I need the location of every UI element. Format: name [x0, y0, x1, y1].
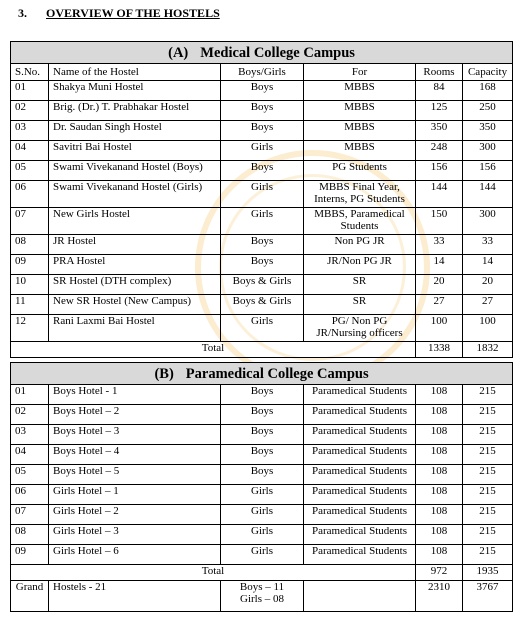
cell-capacity: 350: [463, 121, 513, 141]
cell-hostel-name: Swami Vivekanand Hostel (Girls): [49, 181, 221, 208]
cell-hostel-name: Boys Hotel – 4: [49, 445, 221, 465]
grand-boys: Boys – 11: [239, 581, 285, 593]
table-row: [11, 141, 513, 161]
paramedical-campus-header: [11, 363, 513, 385]
cell-hostel-name: Girls Hotel – 6: [49, 545, 221, 565]
cell-sno: 08: [11, 235, 49, 255]
paramedical-total-row: [11, 565, 513, 581]
cell-hostel-name: Savitri Bai Hostel: [49, 141, 221, 161]
cell-gender: Boys: [221, 425, 304, 445]
grand-label: Grand: [11, 581, 49, 612]
cell-rooms: 350: [416, 121, 463, 141]
cell-gender: Girls: [221, 525, 304, 545]
cell-gender: Boys: [221, 101, 304, 121]
table-row: [11, 161, 513, 181]
medical-total-row: [11, 342, 513, 358]
cell-rooms: 150: [416, 208, 463, 235]
cell-for: Paramedical Students: [304, 505, 416, 525]
cell-hostel-name: Swami Vivekanand Hostel (Boys): [49, 161, 221, 181]
cell-hostel-name: New SR Hostel (New Campus): [49, 295, 221, 315]
cell-gender: Girls: [221, 208, 304, 235]
cell-gender: Boys: [221, 385, 304, 405]
cell-for: MBBS: [304, 121, 416, 141]
cell-gender: Girls: [221, 141, 304, 161]
paramedical-campus-title: Paramedical College Campus: [185, 365, 369, 382]
cell-for: JR/Non PG JR: [304, 255, 416, 275]
cell-for: MBBS Final Year, Interns, PG Students: [304, 181, 416, 208]
table-row: [11, 181, 513, 208]
cell-sno: 07: [11, 505, 49, 525]
cell-hostel-name: Boys Hotel – 3: [49, 425, 221, 445]
section-heading: [18, 6, 220, 21]
cell-gender: Boys: [221, 405, 304, 425]
cell-sno: 01: [11, 385, 49, 405]
cell-rooms: 20: [416, 275, 463, 295]
cell-capacity: 215: [463, 485, 513, 505]
cell-for: Paramedical Students: [304, 425, 416, 445]
cell-hostel-name: Dr. Saudan Singh Hostel: [49, 121, 221, 141]
col-for-header: For: [304, 64, 416, 81]
grand-hostels: Hostels - 21: [49, 581, 221, 612]
cell-rooms: 14: [416, 255, 463, 275]
cell-rooms: 108: [416, 385, 463, 405]
medical-campus-letter: (A): [168, 44, 189, 61]
cell-capacity: 144: [463, 181, 513, 208]
cell-gender: Boys: [221, 445, 304, 465]
medical-campus-header: [11, 42, 513, 64]
cell-sno: 07: [11, 208, 49, 235]
cell-gender: Boys: [221, 255, 304, 275]
table-row: [11, 101, 513, 121]
section-title: OVERVIEW OF THE HOSTELS: [46, 6, 220, 20]
cell-sno: 06: [11, 181, 49, 208]
cell-hostel-name: Rani Laxmi Bai Hostel: [49, 315, 221, 342]
cell-gender: Girls: [221, 315, 304, 342]
cell-capacity: 100: [463, 315, 513, 342]
cell-capacity: 250: [463, 101, 513, 121]
cell-hostel-name: SR Hostel (DTH complex): [49, 275, 221, 295]
col-sno-header: S.No.: [11, 64, 49, 81]
cell-gender: Girls: [221, 545, 304, 565]
col-name-header: Name of the Hostel: [49, 64, 221, 81]
cell-sno: 01: [11, 81, 49, 101]
cell-sno: 04: [11, 445, 49, 465]
cell-capacity: 20: [463, 275, 513, 295]
cell-gender: Boys: [221, 161, 304, 181]
cell-hostel-name: Shakya Muni Hostel: [49, 81, 221, 101]
cell-rooms: 108: [416, 545, 463, 565]
cell-for: Paramedical Students: [304, 385, 416, 405]
cell-rooms: 108: [416, 525, 463, 545]
cell-capacity: 215: [463, 545, 513, 565]
cell-hostel-name: Boys Hotel - 1: [49, 385, 221, 405]
table-row: [11, 445, 513, 465]
cell-capacity: 215: [463, 405, 513, 425]
cell-hostel-name: New Girls Hostel: [49, 208, 221, 235]
cell-sno: 08: [11, 525, 49, 545]
cell-capacity: 215: [463, 525, 513, 545]
cell-hostel-name: Girls Hotel – 3: [49, 525, 221, 545]
cell-for: MBBS: [304, 141, 416, 161]
table-row: [11, 81, 513, 101]
table-row: [11, 385, 513, 405]
cell-for: Paramedical Students: [304, 545, 416, 565]
grand-rooms: 2310: [416, 581, 463, 612]
cell-for: Paramedical Students: [304, 445, 416, 465]
col-capacity-header: Capacity: [463, 64, 513, 81]
total-rooms: 1338: [416, 342, 463, 358]
table-row: [11, 425, 513, 445]
cell-gender: Boys: [221, 465, 304, 485]
cell-hostel-name: Girls Hotel – 2: [49, 505, 221, 525]
cell-rooms: 108: [416, 425, 463, 445]
cell-capacity: 27: [463, 295, 513, 315]
cell-rooms: 108: [416, 485, 463, 505]
cell-capacity: 215: [463, 385, 513, 405]
paramedical-campus-letter: (B): [154, 365, 174, 382]
medical-campus-table: [10, 41, 513, 358]
cell-capacity: 168: [463, 81, 513, 101]
grand-girls: Girls – 08: [240, 593, 284, 605]
table-row: [11, 295, 513, 315]
cell-gender: Boys & Girls: [221, 295, 304, 315]
cell-for: MBBS: [304, 81, 416, 101]
cell-hostel-name: Boys Hotel – 2: [49, 405, 221, 425]
cell-hostel-name: Brig. (Dr.) T. Prabhakar Hostel: [49, 101, 221, 121]
cell-rooms: 248: [416, 141, 463, 161]
cell-capacity: 14: [463, 255, 513, 275]
cell-for: Paramedical Students: [304, 485, 416, 505]
cell-sno: 09: [11, 545, 49, 565]
cell-for: Paramedical Students: [304, 525, 416, 545]
cell-gender: Boys: [221, 235, 304, 255]
cell-rooms: 108: [416, 445, 463, 465]
cell-capacity: 156: [463, 161, 513, 181]
cell-capacity: 215: [463, 465, 513, 485]
cell-hostel-name: PRA Hostel: [49, 255, 221, 275]
section-number: 3.: [18, 6, 27, 20]
cell-rooms: 144: [416, 181, 463, 208]
table-row: [11, 235, 513, 255]
table-row: [11, 485, 513, 505]
cell-hostel-name: Boys Hotel – 5: [49, 465, 221, 485]
cell-sno: 11: [11, 295, 49, 315]
cell-for: MBBS, Paramedical Students: [304, 208, 416, 235]
cell-sno: 09: [11, 255, 49, 275]
cell-sno: 05: [11, 161, 49, 181]
paramedical-campus-table: [10, 362, 513, 612]
cell-capacity: 215: [463, 445, 513, 465]
column-header-row: [11, 64, 513, 81]
cell-gender: Girls: [221, 485, 304, 505]
cell-capacity: 33: [463, 235, 513, 255]
cell-rooms: 108: [416, 405, 463, 425]
total-capacity: 1832: [463, 342, 513, 358]
cell-rooms: 108: [416, 465, 463, 485]
cell-hostel-name: JR Hostel: [49, 235, 221, 255]
cell-for: PG/ Non PG JR/Nursing officers: [304, 315, 416, 342]
cell-rooms: 84: [416, 81, 463, 101]
cell-sno: 02: [11, 101, 49, 121]
total-label: Total: [11, 342, 416, 358]
medical-campus-title: Medical College Campus: [200, 44, 355, 61]
cell-rooms: 125: [416, 101, 463, 121]
cell-sno: 12: [11, 315, 49, 342]
table-row: [11, 121, 513, 141]
grand-gender-split: [221, 581, 304, 612]
cell-sno: 02: [11, 405, 49, 425]
cell-for: MBBS: [304, 101, 416, 121]
table-row: [11, 275, 513, 295]
cell-capacity: 300: [463, 208, 513, 235]
total-rooms: 972: [416, 565, 463, 581]
table-row: [11, 255, 513, 275]
cell-gender: Girls: [221, 505, 304, 525]
cell-hostel-name: Girls Hotel – 1: [49, 485, 221, 505]
cell-for: Paramedical Students: [304, 405, 416, 425]
cell-sno: 03: [11, 121, 49, 141]
grand-capacity: 3767: [463, 581, 513, 612]
table-row: [11, 525, 513, 545]
cell-sno: 06: [11, 485, 49, 505]
cell-for: Paramedical Students: [304, 465, 416, 485]
grand-for-empty: [304, 581, 416, 612]
cell-for: Non PG JR: [304, 235, 416, 255]
cell-for: SR: [304, 275, 416, 295]
cell-for: SR: [304, 295, 416, 315]
cell-rooms: 108: [416, 505, 463, 525]
cell-capacity: 300: [463, 141, 513, 161]
cell-rooms: 27: [416, 295, 463, 315]
cell-sno: 05: [11, 465, 49, 485]
cell-rooms: 100: [416, 315, 463, 342]
cell-sno: 04: [11, 141, 49, 161]
cell-gender: Boys: [221, 121, 304, 141]
total-label: Total: [11, 565, 416, 581]
table-row: [11, 315, 513, 342]
cell-gender: Boys & Girls: [221, 275, 304, 295]
table-row: [11, 505, 513, 525]
cell-rooms: 33: [416, 235, 463, 255]
cell-capacity: 215: [463, 505, 513, 525]
cell-capacity: 215: [463, 425, 513, 445]
col-rooms-header: Rooms: [416, 64, 463, 81]
table-row: [11, 465, 513, 485]
table-row: [11, 405, 513, 425]
cell-gender: Girls: [221, 181, 304, 208]
col-gender-header: Boys/Girls: [221, 64, 304, 81]
cell-sno: 03: [11, 425, 49, 445]
cell-gender: Boys: [221, 81, 304, 101]
grand-total-row: [11, 581, 513, 612]
cell-for: PG Students: [304, 161, 416, 181]
total-capacity: 1935: [463, 565, 513, 581]
cell-sno: 10: [11, 275, 49, 295]
table-row: [11, 208, 513, 235]
cell-rooms: 156: [416, 161, 463, 181]
table-row: [11, 545, 513, 565]
